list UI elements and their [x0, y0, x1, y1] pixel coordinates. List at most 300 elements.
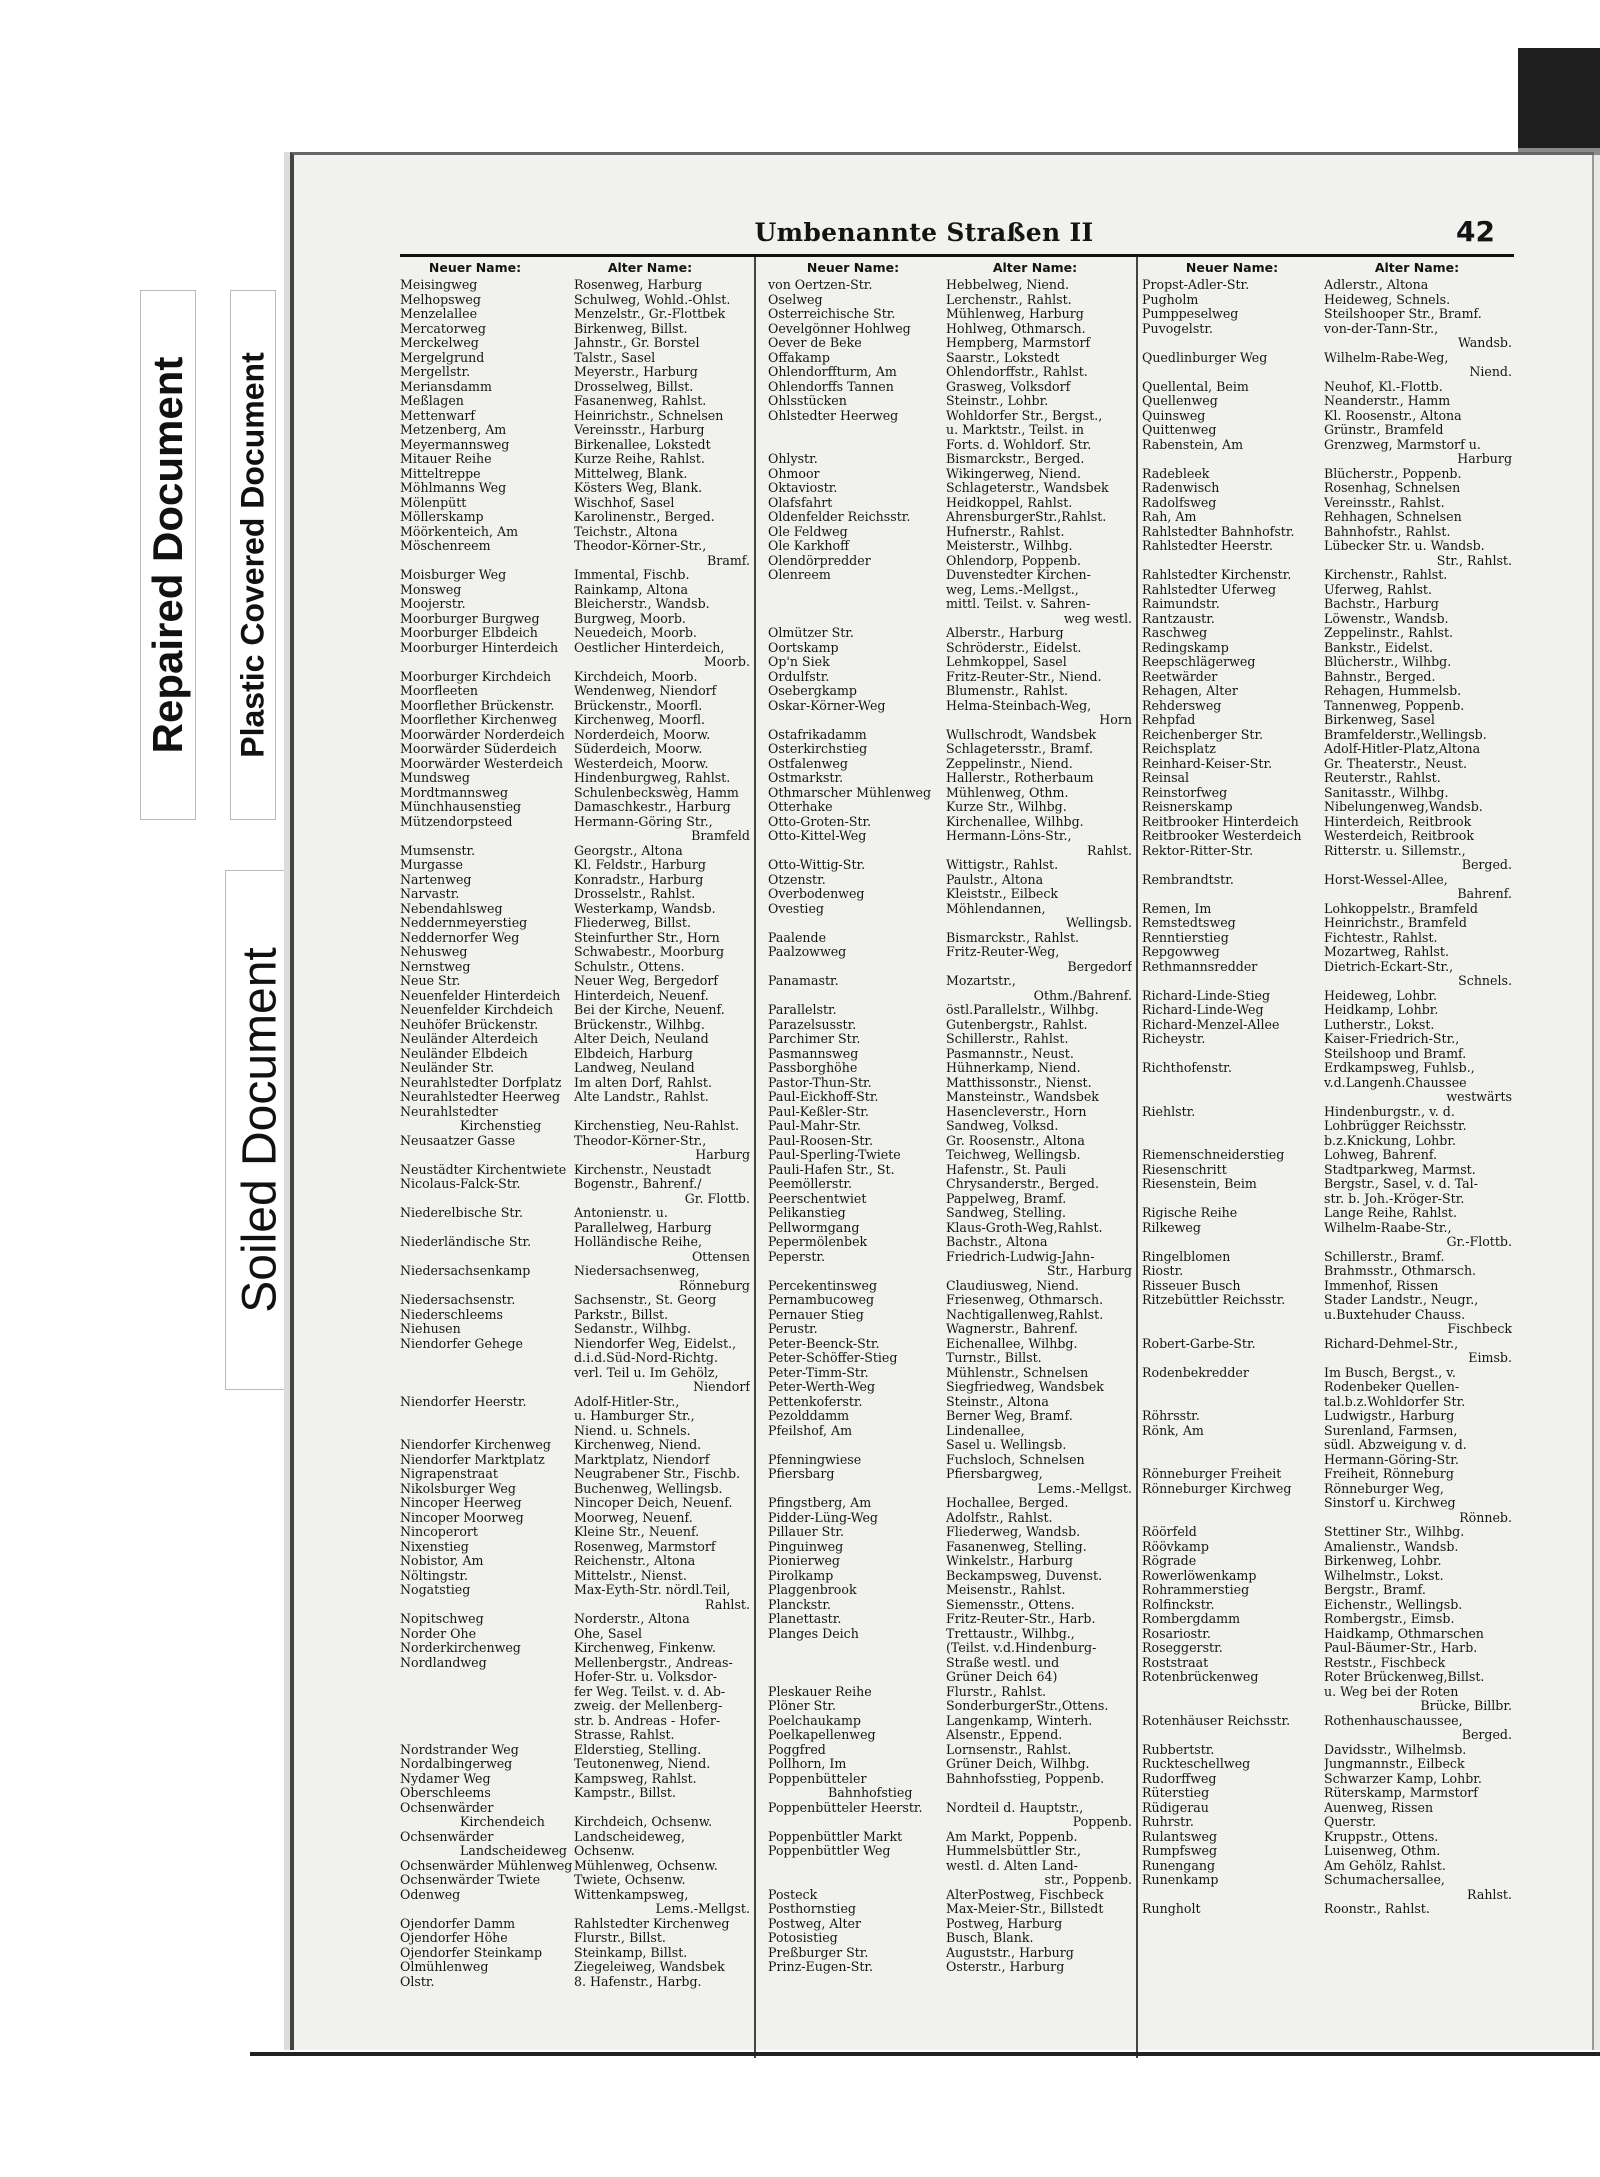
new-street-name: Rehdersweg: [1142, 698, 1222, 713]
old-street-name: Mühlenstr., Schnelsen: [946, 1365, 1089, 1380]
old-street-name: Grünstr., Bramfeld: [1324, 423, 1444, 437]
old-street-name: Helma-Steinbach-Weg,: [946, 698, 1092, 713]
new-street-name: Öselweg: [768, 292, 823, 307]
street-entry: [400, 1627, 750, 1642]
old-street-name: Hinterdeich, Reitbrook: [1324, 814, 1472, 829]
new-street-name: Oevelgönner Hohlweg: [768, 321, 911, 336]
street-entry: [768, 1438, 1132, 1453]
new-street-name: Neurahlstedter Heerweg: [400, 1090, 561, 1104]
new-street-name: Moorburger Kirchdeich: [400, 669, 552, 684]
street-entry: [1142, 1090, 1512, 1105]
new-street-name: [768, 1264, 946, 1279]
street-entry: [768, 844, 1132, 859]
new-street-name: Panamastr.: [768, 974, 839, 988]
new-street-name: Ohlstedter Heerweg: [768, 408, 899, 423]
street-entry: [1142, 916, 1512, 931]
new-street-name: Nogatstieg: [400, 1583, 471, 1597]
street-entry: [768, 742, 1132, 757]
street-entry: [1142, 1743, 1512, 1758]
new-street-name: Ordulfstr.: [768, 669, 830, 684]
old-street-name: Drosselweg, Billst.: [574, 379, 694, 394]
new-street-name: Reisnerskamp: [1142, 800, 1233, 814]
new-street-name: Nopitschweg: [400, 1612, 484, 1626]
old-street-name: Flurstr., Rahlst.: [946, 1684, 1047, 1699]
street-entry: [768, 1293, 1132, 1308]
old-street-name: Heinrichstr., Schnelsen: [574, 408, 724, 423]
street-entry: [1142, 1177, 1512, 1192]
old-street-name: Strasse, Rahlst.: [574, 1728, 675, 1742]
street-entry: [768, 728, 1132, 743]
new-street-name: Niederelbische Str.: [400, 1206, 524, 1220]
new-street-name: Rahlstedter Uferweg: [1142, 582, 1277, 597]
street-entry: [400, 1351, 750, 1366]
street-entry: [400, 1453, 750, 1468]
street-entry: [1142, 380, 1512, 395]
old-street-name: Stadtparkweg, Marmst.: [1324, 1162, 1476, 1177]
new-street-name: [768, 597, 946, 612]
new-street-name: Olafsfahrt: [768, 495, 833, 510]
old-street-name: Birkenweg, Sasel: [1324, 713, 1435, 727]
soiled-document-tab: [225, 870, 295, 1390]
old-street-name: Niedersachsenweg,: [574, 1264, 700, 1278]
new-street-name: Perustr.: [768, 1322, 818, 1336]
old-street-name: Meisenstr., Rahlst.: [946, 1583, 1066, 1597]
new-street-name: Ohlystr.: [768, 452, 818, 466]
old-street-name: u. Weg bei der Roten: [1324, 1684, 1459, 1699]
street-entry: [768, 322, 1132, 337]
new-street-name: [1142, 554, 1324, 569]
column-3: [1142, 261, 1512, 1917]
old-street-name: Damaschkestr., Harburg: [574, 800, 731, 814]
street-entry: [768, 394, 1132, 409]
new-street-name: Münchhausenstieg: [400, 800, 522, 814]
old-street-name: Im alten Dorf, Rahlst.: [574, 1075, 712, 1090]
street-entry: [400, 699, 750, 714]
street-entry: [400, 1279, 750, 1294]
new-street-name: [1142, 1322, 1324, 1337]
new-street-name: Kirchendeich: [460, 1815, 545, 1829]
new-street-name: Otzenstr.: [768, 872, 826, 887]
new-street-name: Paul-Eickhoff-Str.: [768, 1090, 879, 1104]
old-street-name: Kaiser-Friedrich-Str.,: [1324, 1032, 1460, 1046]
new-street-name: Richard-Linde-Stieg: [1142, 988, 1271, 1003]
old-street-name: Rothenhauschaussee,: [1324, 1713, 1463, 1728]
new-street-name: Riemenschneiderstieg: [1142, 1148, 1285, 1162]
old-street-name: Ohlendorffstr., Rahlst.: [946, 365, 1088, 379]
new-street-name: Oberschleems: [400, 1786, 491, 1800]
new-street-name: Pfenningwiese: [768, 1452, 862, 1467]
new-street-name: Mitauer Reihe: [400, 452, 492, 466]
street-entry: [1142, 1496, 1512, 1511]
old-street-name: Bankstr., Eidelst.: [1324, 640, 1433, 655]
street-entry: [400, 351, 750, 366]
new-street-name: Ojendorfer Damm: [400, 1916, 516, 1931]
new-street-name: Ohmoor: [768, 466, 820, 481]
new-street-name: Roststraat: [1142, 1655, 1209, 1670]
old-street-name: Gr. Flottb.: [684, 1191, 750, 1206]
old-street-name: Möhlendannen,: [946, 901, 1046, 916]
street-entry: [768, 1148, 1132, 1163]
old-street-name: Horst-Wessel-Allee,: [1324, 872, 1448, 887]
street-entry: [400, 1293, 750, 1308]
new-street-name: Röövkamp: [1142, 1539, 1209, 1554]
street-entry: [400, 1482, 750, 1497]
new-street-name: Plöner Str.: [768, 1699, 836, 1713]
new-street-name: Reichsplatz: [1142, 742, 1216, 756]
street-entry: [1142, 844, 1512, 859]
new-street-name: Riostr.: [1142, 1264, 1184, 1278]
old-street-name: Burgweg, Moorb.: [574, 611, 686, 626]
old-street-name: Niend.: [1469, 365, 1512, 379]
new-street-name: Quedlinburger Weg: [1142, 350, 1268, 365]
old-street-name: Neuer Weg, Bergedorf: [574, 974, 719, 988]
new-street-name: Rilkeweg: [1142, 1220, 1201, 1235]
street-entry: [1142, 1844, 1512, 1859]
old-street-name: Parallelweg, Harburg: [574, 1220, 712, 1235]
old-street-name: Teichstr., Altona: [574, 524, 678, 539]
old-street-name: Wohldorfer Str., Bergst.,: [946, 408, 1103, 423]
old-street-name: Mellenbergstr., Andreas-: [574, 1655, 733, 1670]
old-street-name: Lindenallee,: [946, 1423, 1025, 1438]
new-street-name: [1142, 1119, 1324, 1134]
new-street-name: Rowerlöwenkamp: [1142, 1568, 1257, 1583]
street-entry: [768, 1786, 1132, 1801]
old-street-name: Kruppstr., Ottens.: [1324, 1829, 1439, 1844]
new-street-name: Remen, Im: [1142, 901, 1212, 916]
new-street-name: Moorburger Elbdeich: [400, 626, 538, 640]
old-street-name: Norderstr., Altona: [574, 1612, 690, 1626]
street-entry: [768, 1032, 1132, 1047]
new-street-name: Robert-Garbe-Str.: [1142, 1336, 1256, 1351]
old-street-name: Wandsb.: [1457, 336, 1512, 350]
old-street-name: Lübecker Str. u. Wandsb.: [1324, 539, 1485, 553]
new-street-name: Pernauer Stieg: [768, 1307, 864, 1322]
old-street-name: Roonstr., Rahlst.: [1324, 1902, 1430, 1916]
old-street-name: Grenzweg, Marmstorf u.: [1324, 437, 1481, 452]
page-number: 42: [1456, 215, 1495, 248]
street-entry: [1142, 1772, 1512, 1787]
street-entry: [400, 786, 750, 801]
new-street-name: Neuländer Elbdeich: [400, 1046, 528, 1061]
street-entry: [400, 641, 750, 656]
street-entry: [1142, 1801, 1512, 1816]
street-entry: [400, 742, 750, 757]
street-entry: [1142, 612, 1512, 627]
new-street-name: Posthornstieg: [768, 1902, 856, 1916]
new-street-name: Rüterstieg: [1142, 1786, 1210, 1800]
new-street-name: Rohrammerstieg: [1142, 1583, 1250, 1597]
new-street-name: Pillauer Str.: [768, 1525, 844, 1539]
street-entry: [768, 1134, 1132, 1149]
new-street-name: [768, 612, 946, 627]
new-street-name: Pfeilshof, Am: [768, 1423, 853, 1438]
entries-list: [1142, 278, 1512, 1917]
old-street-name: Rainkamp, Altona: [574, 582, 688, 597]
street-entry: [400, 1699, 750, 1714]
old-street-name: Gr. Theaterstr., Neust.: [1324, 756, 1467, 771]
street-entry: [768, 699, 1132, 714]
old-street-name: Querstr.: [1324, 1815, 1377, 1829]
new-street-name: Ruckteschellweg: [1142, 1757, 1251, 1771]
street-entry: [768, 307, 1132, 322]
column-header: [1142, 261, 1512, 278]
new-street-name: Moorwärder Süderdeich: [400, 742, 557, 756]
street-entry: [1142, 960, 1512, 975]
new-street-name: Raschweg: [1142, 626, 1208, 640]
street-entry: [1142, 1554, 1512, 1569]
old-street-name: Elderstieg, Stelling.: [574, 1742, 702, 1757]
street-entry: [768, 1061, 1132, 1076]
street-entry: [400, 1714, 750, 1729]
street-entry: [768, 800, 1132, 815]
street-entry: [768, 1395, 1132, 1410]
street-entry: [768, 1714, 1132, 1729]
old-street-name: Menzelstr., Gr.-Flottbek: [574, 307, 726, 321]
new-street-name: [768, 423, 946, 438]
street-entry: [1142, 1859, 1512, 1874]
street-entry: [400, 1061, 750, 1076]
new-street-name: Mumsenstr.: [400, 843, 476, 858]
old-street-name: Fichtestr., Rahlst.: [1324, 930, 1438, 945]
old-street-name: Harburg: [695, 1148, 750, 1162]
old-street-name: Zeppelinstr., Niend.: [946, 756, 1073, 771]
new-street-name: Niendorfer Marktplatz: [400, 1452, 545, 1467]
old-street-name: Schumachersallee,: [1324, 1873, 1445, 1887]
old-street-name: Str., Harburg: [1046, 1264, 1132, 1278]
old-street-name: Horn: [1099, 713, 1132, 727]
street-entry: [768, 713, 1132, 728]
street-entry: [1142, 786, 1512, 801]
street-entry: [768, 1772, 1132, 1787]
street-entry: [400, 1830, 750, 1845]
old-street-name: Konradstr., Harburg: [574, 872, 704, 887]
old-street-name: Am Gehölz, Rahlst.: [1324, 1858, 1446, 1873]
street-entry: [1142, 1438, 1512, 1453]
new-street-name: [1142, 1134, 1324, 1149]
old-street-name: Bei der Kirche, Neuenf.: [574, 1003, 725, 1017]
street-entry: [768, 612, 1132, 627]
soiled-document-label: Soiled Document: [233, 947, 287, 1313]
header-rule: [400, 254, 1514, 257]
old-street-name: Schnels.: [1458, 974, 1512, 988]
street-entry: [768, 438, 1132, 453]
new-street-name: Rah, Am: [1142, 510, 1197, 524]
old-street-name: Oestlicher Hinterdeich,: [574, 640, 725, 655]
street-entry: [400, 1960, 750, 1975]
new-street-name: Peperstr.: [768, 1249, 826, 1264]
old-street-name: Fasanenweg, Stelling.: [946, 1539, 1087, 1554]
old-street-name: d.i.d.Süd-Nord-Richtg.: [574, 1351, 718, 1365]
old-street-name: Kurze Str., Wilhbg.: [946, 800, 1067, 814]
new-street-name: Olendörpredder: [768, 553, 871, 568]
new-street-name: Pastor-Thun-Str.: [768, 1075, 872, 1090]
new-street-name: Oldenfelder Reichsstr.: [768, 510, 911, 524]
old-street-name: Rahlst.: [705, 1597, 750, 1612]
old-street-name: Mozartstr.,: [946, 974, 1016, 988]
old-street-name: Teutonenweg, Niend.: [574, 1757, 711, 1771]
new-street-name: Olenreem: [768, 568, 831, 582]
new-street-name: Nordlandweg: [400, 1655, 487, 1670]
old-street-name: Hummelsbüttler Str.,: [946, 1844, 1082, 1858]
new-street-name: Niendorfer Heerstr.: [400, 1394, 527, 1409]
street-entry: [1142, 365, 1512, 380]
old-street-name: fer Weg. Teilst. v. d. Ab-: [574, 1684, 726, 1699]
old-street-name: Turnstr., Billst.: [946, 1351, 1042, 1365]
street-entry: [1142, 1685, 1512, 1700]
street-entry: [1142, 539, 1512, 554]
old-street-name: Wilhelm-Rabe-Weg,: [1324, 350, 1449, 365]
old-street-name: Steinfurther Str., Horn: [574, 930, 720, 945]
old-street-name: Adolf-Hitler-Platz,Altona: [1324, 742, 1481, 756]
new-street-name: [1142, 1090, 1324, 1105]
old-street-name: Max-Eyth-Str. nördl.Teil,: [574, 1583, 731, 1597]
old-street-name: Alsenstr., Eppend.: [946, 1728, 1063, 1742]
old-street-name: Alte Landstr., Rahlst.: [574, 1090, 709, 1104]
new-street-name: Potosistieg: [768, 1931, 838, 1945]
new-street-name: Otterhake: [768, 800, 833, 814]
street-entry: [768, 1830, 1132, 1845]
street-entry: [1142, 742, 1512, 757]
new-street-name: Rektor-Ritter-Str.: [1142, 843, 1254, 858]
new-street-name: Neuländer Alterdeich: [400, 1032, 539, 1046]
old-street-name: Hinterdeich, Neuenf.: [574, 988, 709, 1003]
new-street-name: [1142, 1685, 1324, 1700]
old-street-name: Westerkamp, Wandsb.: [574, 901, 716, 916]
new-street-name: Mützendorpsteed: [400, 814, 513, 829]
new-street-name: Riesenstein, Beim: [1142, 1177, 1257, 1191]
street-entry: [1142, 293, 1512, 308]
new-street-name: [768, 1859, 946, 1874]
old-street-name: Ottensen: [691, 1249, 750, 1264]
old-street-name: Mozartweg, Rahlst.: [1324, 945, 1449, 959]
old-street-name: Lornsenstr., Rahlst.: [946, 1742, 1072, 1757]
new-street-name: Puvogelstr.: [1142, 321, 1213, 336]
street-entry: [400, 916, 750, 931]
old-street-name: Dietrich-Eckart-Str.,: [1324, 959, 1454, 974]
new-street-name: Nehusweg: [400, 945, 468, 959]
street-entry: [1142, 1003, 1512, 1018]
old-street-name: zweig. der Mellenberg-: [574, 1699, 723, 1713]
old-street-name: Buchenweg, Wellingsb.: [574, 1481, 723, 1496]
new-street-name: Roseggerstr.: [1142, 1641, 1223, 1655]
new-street-name: Rudorffweg: [1142, 1771, 1217, 1786]
street-entry: [400, 858, 750, 873]
new-street-name: [400, 1148, 574, 1163]
old-street-name: Steinkamp, Billst.: [574, 1945, 688, 1960]
street-entry: [1142, 684, 1512, 699]
street-entry: [768, 554, 1132, 569]
street-entry: [768, 1250, 1132, 1265]
street-entry: [768, 1003, 1132, 1018]
street-entry: [1142, 510, 1512, 525]
new-street-name: Repgowweg: [1142, 945, 1220, 959]
street-entry: [400, 1757, 750, 1772]
old-street-name: Rönneb.: [1459, 1510, 1512, 1525]
new-street-name: [400, 1728, 574, 1743]
street-entry: [400, 539, 750, 554]
old-street-name: Hühnerkamp, Niend.: [946, 1061, 1081, 1075]
street-entry: [1142, 1163, 1512, 1178]
new-street-name: Nigrapenstraat: [400, 1467, 498, 1481]
new-street-name: Overbodenweg: [768, 887, 865, 901]
new-street-name: Radebleek: [1142, 466, 1210, 481]
street-entry: [400, 1134, 750, 1149]
new-street-name: Meyermannsweg: [400, 437, 510, 452]
new-street-name: Neddernmeyerstieg: [400, 916, 528, 930]
new-street-name: Oktaviostr.: [768, 481, 838, 495]
old-street-name: Niendorf: [693, 1380, 750, 1394]
street-entry: [400, 1786, 750, 1801]
old-street-name: Auguststr., Harburg: [946, 1945, 1074, 1960]
new-street-name: Rungholt: [1142, 1902, 1201, 1916]
street-entry: [1142, 1076, 1512, 1091]
old-street-name: Mittelstr., Nienst.: [574, 1568, 687, 1583]
old-street-name: Hofer-Str. u. Volksdor-: [574, 1670, 717, 1684]
new-street-name: [1142, 1395, 1324, 1410]
street-entry: [400, 1496, 750, 1511]
old-street-name: Sedanstr., Wilhbg.: [574, 1322, 691, 1336]
street-entry: [1142, 1148, 1512, 1163]
old-street-name: Bramf.: [707, 553, 750, 568]
old-street-name: Blumenstr., Rahlst.: [946, 684, 1069, 698]
new-street-name: Prinz-Eugen-Str.: [768, 1960, 874, 1974]
new-street-name: Rahlstedter Kirchenstr.: [1142, 568, 1292, 582]
old-street-name: Sandweg, Volksd.: [946, 1119, 1059, 1133]
street-entry: [400, 1569, 750, 1584]
new-street-name: [400, 1192, 574, 1207]
street-entry: [768, 1206, 1132, 1221]
old-street-name: [574, 1105, 750, 1120]
street-entry: [768, 1192, 1132, 1207]
street-entry: [1142, 728, 1512, 743]
new-street-name: Melhopsweg: [400, 292, 481, 307]
street-entry: [768, 626, 1132, 641]
street-entry: [1142, 409, 1512, 424]
new-street-name: Monsweg: [400, 582, 462, 597]
street-entry: [768, 1728, 1132, 1743]
old-street-name: Immental, Fischb.: [574, 568, 690, 582]
new-street-name: Rolfinckstr.: [1142, 1597, 1215, 1612]
street-entry: [400, 1917, 750, 1932]
old-street-name: [946, 1786, 1132, 1801]
street-entry: [768, 525, 1132, 540]
street-entry: [768, 902, 1132, 917]
old-street-name: Neuhof, Kl.-Flottb.: [1324, 379, 1443, 394]
old-street-name: Bramfeld: [691, 829, 750, 843]
street-entry: [1142, 467, 1512, 482]
old-street-name: Rosenhag, Schnelsen: [1324, 481, 1461, 495]
old-street-name: Bergstr., Sasel, v. d. Tal-: [1324, 1177, 1478, 1191]
old-street-name: Forts. d. Wohldorf. Str.: [946, 437, 1092, 452]
old-street-name: Lutherstr., Lokst.: [1324, 1017, 1435, 1032]
old-street-name: Luisenweg, Othm.: [1324, 1844, 1441, 1858]
new-street-name: Radolfsweg: [1142, 495, 1217, 510]
entries-list: [768, 278, 1132, 1975]
old-street-name: Fasanenweg, Rahlst.: [574, 394, 707, 408]
street-entry: [768, 1859, 1132, 1874]
old-street-name: Osterstr., Harburg: [946, 1960, 1065, 1974]
new-street-name: Quinsweg: [1142, 408, 1206, 423]
new-street-name: Peemöllerstr.: [768, 1177, 853, 1191]
new-street-name: Quittenweg: [1142, 423, 1217, 437]
old-street-name: Winkelstr., Harburg: [946, 1554, 1073, 1568]
street-entry: [768, 1308, 1132, 1323]
street-entry: [768, 1090, 1132, 1105]
new-street-name: Niehusen: [400, 1322, 461, 1336]
old-street-name: Auenweg, Rissen: [1324, 1800, 1434, 1815]
new-street-name: Niederländische Str.: [400, 1235, 532, 1249]
new-street-name: [400, 1714, 574, 1729]
